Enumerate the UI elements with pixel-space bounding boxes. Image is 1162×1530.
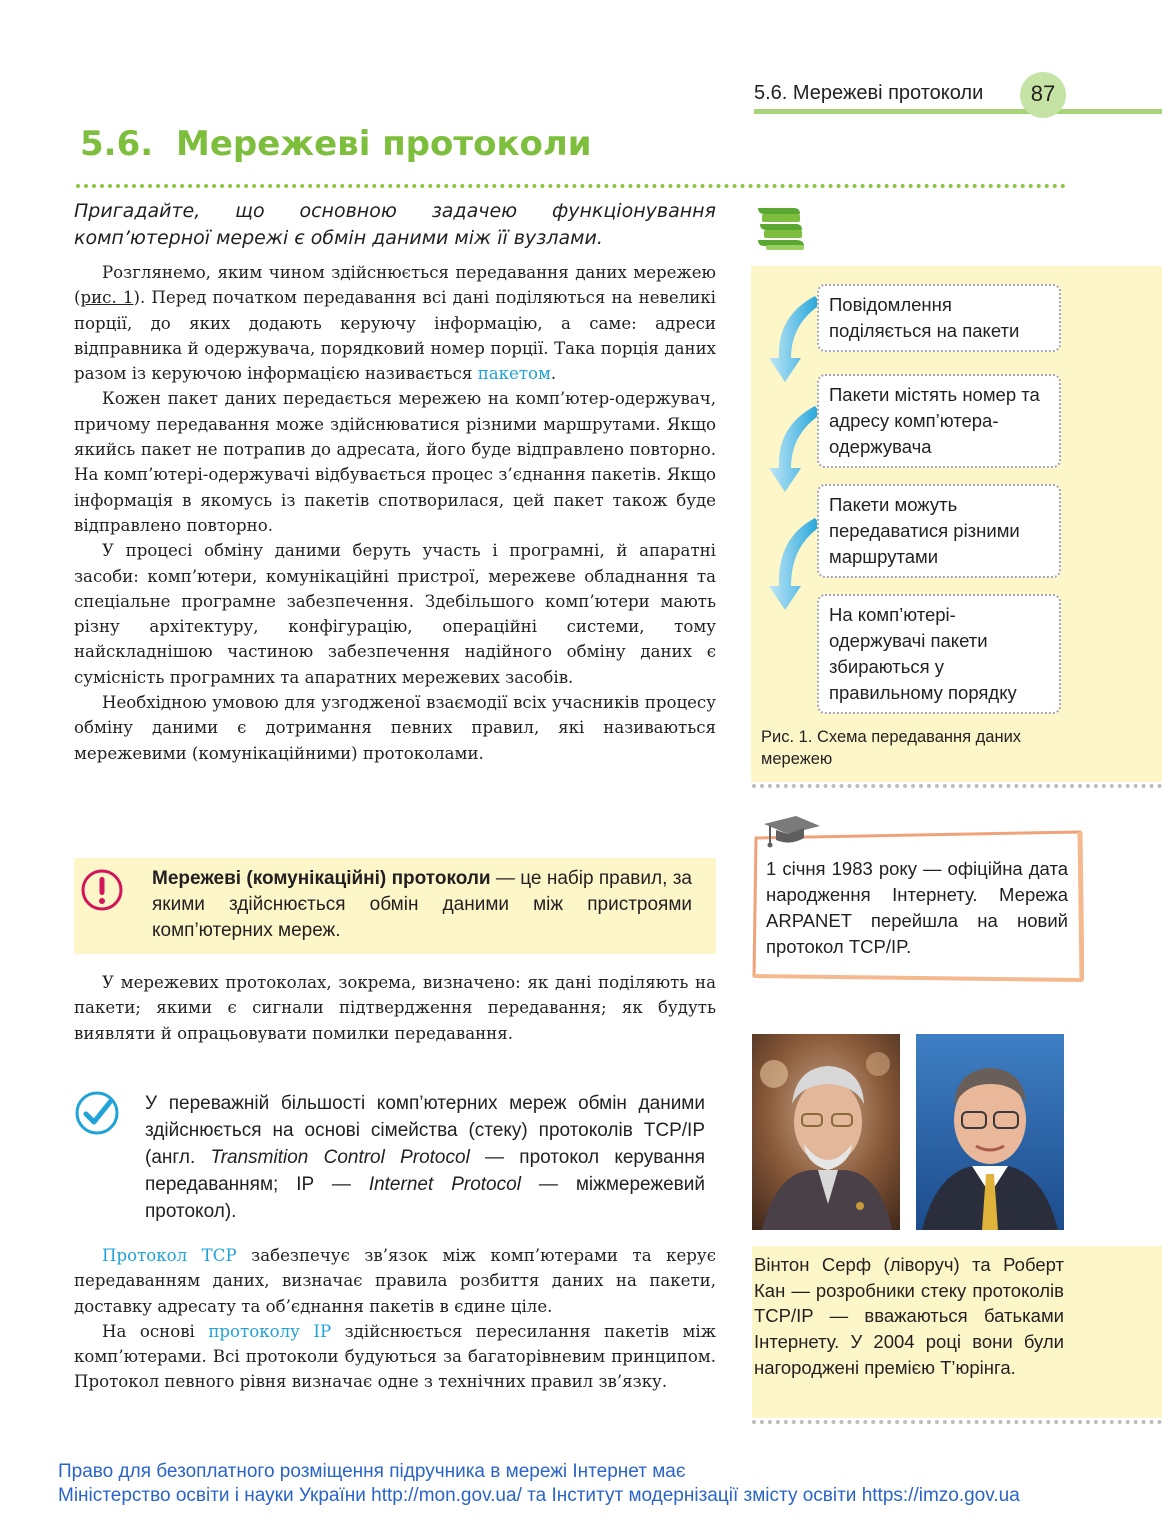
text: У переважній більшості комп’ютерних мереж обмін даними здійснюється на основі сімейства (стеку) протоколів TCP/IP (англ. bbox=[145, 1093, 705, 1168]
photo-caption: Вінтон Серф (ліворуч) та Роберт Кан — розробники стеку протоколів TCP/IP — вважаються батьками Інтернету. У 2004 році вони були нагороджені премією Т’юрінга. bbox=[754, 1254, 1064, 1378]
section-number: 5.6. bbox=[80, 124, 154, 164]
text: — міжмережевий протокол). bbox=[145, 1174, 706, 1222]
paragraph: У процесі обміну даними беруть участь і програмні, й апаратні засоби: комп’ютери, комунікаційні пристрої, мережеве обладнання та спеціальне програмне забезпечення. Здебільшого комп’ютери мають різну архітектуру, конфігурацію, операційні системи, тому найскладнішою частиною забезпечення надійного обміну даних є сумісність програмних та апаратних мережевих засобів. bbox=[74, 541, 716, 687]
photo-robert-kahn bbox=[916, 1034, 1064, 1230]
paragraph bbox=[74, 260, 716, 386]
text: . bbox=[550, 364, 557, 384]
books-icon bbox=[754, 198, 808, 252]
page-number: 87 bbox=[1020, 72, 1066, 118]
text: Internet Protocol bbox=[368, 1174, 521, 1195]
graduation-cap-icon bbox=[762, 814, 822, 850]
figure-caption: Рис. 1. Схема передавання даних мережею bbox=[761, 728, 1022, 768]
footer-line-1: Право для безоплатного розміщення підручника в мережі Інтернет має bbox=[58, 1461, 686, 1482]
paragraph: Необхідною умовою для узгодженої взаємодії всіх учасників процесу обміну даними є дотримання певних правил, які називаються мережевими (комунікаційними) протоколами. bbox=[74, 693, 716, 763]
footer-notice bbox=[58, 1460, 1148, 1508]
running-title: 5.6. Мережеві протоколи bbox=[754, 82, 984, 104]
fact-text: 1 січня 1983 року — офіційна дата народження Інтернету. Мережа ARPANET перейшла на новий протокол TCP/IP. bbox=[766, 858, 1068, 957]
body-text-2 bbox=[74, 970, 716, 1046]
data-transfer-diagram bbox=[751, 266, 1162, 782]
paragraph bbox=[74, 1243, 716, 1319]
running-head bbox=[754, 80, 1162, 116]
exclamation-icon bbox=[80, 868, 124, 912]
text: На основі bbox=[102, 1321, 209, 1341]
paragraph: Кожен пакет даних передається мережею на комп’ютер-одержувач, причому передавання може здійснюватися різними маршрутами. Якщо якийсь пакет не потрапив до адресата, його буде відправлено повторно. На комп’ютері-одержувачі відбувається процес з’єднання пакетів. Якщо інформація в якомусь із пакетів спотворилася, цей пакет також буде відправлено повторно. bbox=[74, 389, 716, 535]
text: Розглянемо, яким чином здійснюється передавання даних мережею ( bbox=[74, 263, 716, 308]
body-text-1 bbox=[74, 260, 716, 766]
definition-text bbox=[152, 866, 692, 944]
section-title bbox=[80, 124, 592, 164]
diagram-step-2: Пакети містять номер та адресу комп’ютера-одержувача bbox=[817, 374, 1061, 468]
term-packet-link[interactable]: пакетом bbox=[477, 364, 551, 384]
figure-ref-link[interactable]: рис. 1 bbox=[80, 288, 134, 308]
diagram-step-1: Повідомлення поділяється на пакети bbox=[817, 284, 1061, 352]
paragraph: У мережевих протоколах, зокрема, визначено: як дані поділяють на пакети; якими є сигнали підтвердження передавання; як будуть виявляти й опрацьовувати помилки передавання. bbox=[74, 973, 716, 1043]
photo-vint-cerf bbox=[752, 1034, 900, 1230]
flow-arrows bbox=[765, 296, 825, 646]
checkmark-icon bbox=[74, 1090, 120, 1136]
ip-link[interactable]: протоколу IP bbox=[208, 1321, 332, 1341]
footer-line-2: Міністерство освіти і науки України http://mon.gov.ua/ та Інститут модернізації змісту освіти https://imzo.gov.ua bbox=[58, 1485, 1020, 1506]
text: здійснюється пересилання пакетів між комп’ютерами. Всі протоколи будуються за багаторівневим принципом. Протокол певного рівня визначає одне з технічних правил зв’язку. bbox=[74, 1321, 717, 1392]
note-text bbox=[145, 1090, 705, 1225]
text: — протокол керування передаванням; IP — bbox=[145, 1147, 706, 1195]
definition-box bbox=[74, 858, 716, 954]
text: ). Перед початком передавання всі дані поділяються на невеликі порції, до яких додають керуючу інформацію, а саме: адреси відправника й одержувача, порядковий номер порції. Така порція даних разом із керуючою інформацією називається bbox=[74, 288, 716, 384]
text: забезпечує зв’язок між комп’ютерами та керує передаванням даних, визначає правила розбиття даних на пакети, доставку адресату та об’єднання пакетів в єдине ціле. bbox=[74, 1246, 716, 1316]
paragraph bbox=[74, 1319, 716, 1395]
definition-body: — це набір правил, за якими здійснюється обмін даними між пристроями комп’ютерних мереж. bbox=[152, 868, 692, 941]
text: Transmition Control Protocol bbox=[210, 1147, 470, 1168]
definition-term: Мережеві (комунікаційні) протоколи bbox=[152, 868, 491, 889]
diagram-step-4: На комп’ютері-одержувачі пакети збираються у правильному порядку bbox=[817, 594, 1061, 714]
tcp-link[interactable]: Протокол TCP bbox=[102, 1246, 237, 1265]
intro-question: Пригадайте, що основною задачею функціонування комп’ютерної мережі є обмін даними між її вузлами. bbox=[74, 200, 716, 249]
section-heading: Мережеві протоколи bbox=[176, 124, 592, 164]
body-text-3 bbox=[74, 1243, 716, 1395]
right-column-divider-bottom bbox=[752, 1420, 1162, 1424]
diagram-step-3: Пакети можуть передаватися різними маршрутами bbox=[817, 484, 1061, 578]
running-head-rule bbox=[754, 109, 1162, 114]
right-column-divider bbox=[752, 784, 1162, 788]
section-divider bbox=[76, 184, 1066, 188]
